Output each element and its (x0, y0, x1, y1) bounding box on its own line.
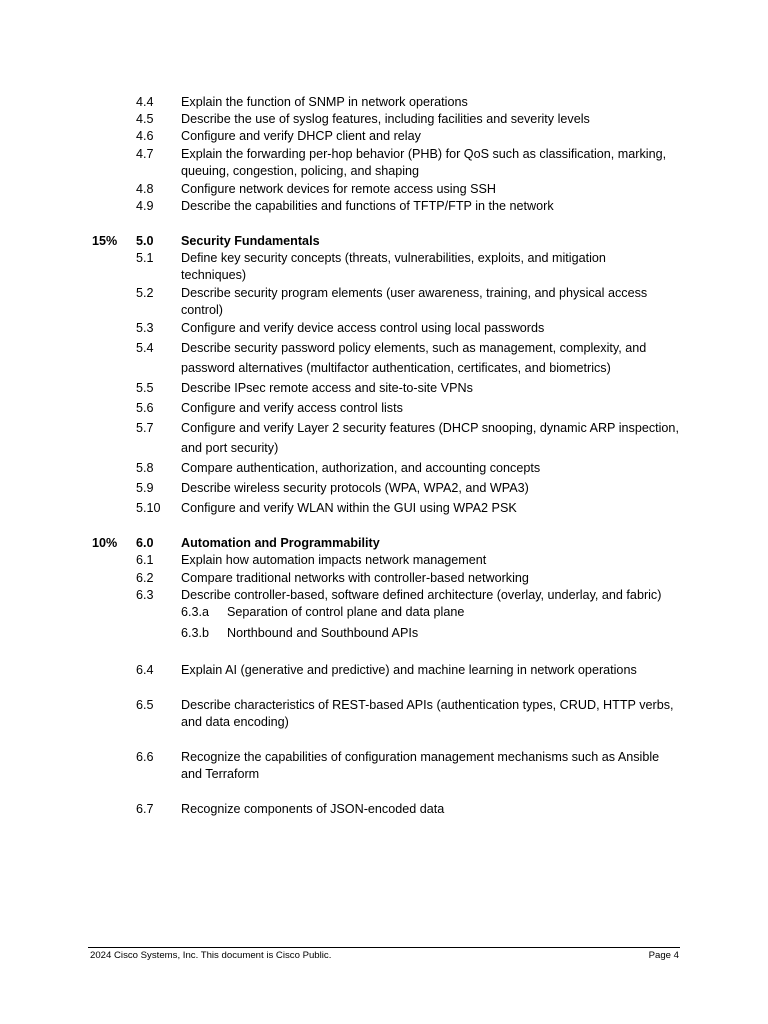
item-text-continued: and port security) (181, 441, 279, 455)
item-number: 6.7 (136, 802, 154, 816)
section-number: 6.0 (136, 536, 154, 550)
item-number: 6.6 (136, 750, 154, 764)
item-text: Describe controller-based, software defined architecture (overlay, underlay, and fabric) (181, 588, 662, 602)
item-number: 5.8 (136, 461, 154, 475)
item-text: Configure and verify access control lists (181, 401, 403, 415)
subitem-number: 6.3.b (181, 626, 210, 640)
item-number: 4.7 (136, 147, 154, 161)
item-text-continued: and Terraform (181, 767, 260, 781)
item-number: 5.6 (136, 401, 154, 415)
section-number: 5.0 (136, 234, 154, 248)
item-text: Compare traditional networks with controller-based networking (181, 571, 529, 585)
item-text: Explain the forwarding per-hop behavior (PHB) for QoS such as classification, marking, (181, 147, 667, 161)
subitem-text: Separation of control plane and data plane (227, 605, 465, 619)
footer-copyright: 2024 Cisco Systems, Inc. This document is Cisco Public. (90, 950, 332, 961)
item-number: 6.3 (136, 588, 154, 602)
item-text: Explain how automation impacts network management (181, 553, 487, 567)
item-text: Describe security password policy elements, such as management, complexity, and (181, 341, 647, 355)
section-title: Automation and Programmability (181, 536, 380, 550)
item-text: Describe the use of syslog features, including facilities and severity levels (181, 112, 590, 126)
subitem-number: 6.3.a (181, 605, 210, 619)
item-text: Configure and verify WLAN within the GUI using WPA2 PSK (181, 501, 517, 515)
item-text-continued: password alternatives (multifactor authentication, certificates, and biometrics) (181, 361, 611, 375)
subitem-text: Northbound and Southbound APIs (227, 626, 419, 640)
item-text: Describe the capabilities and functions of TFTP/FTP in the network (181, 199, 554, 213)
item-text-continued: and data encoding) (181, 715, 289, 729)
item-number: 5.5 (136, 381, 154, 395)
item-text: Configure network devices for remote access using SSH (181, 182, 496, 196)
item-number: 4.9 (136, 199, 154, 213)
item-text: Explain the function of SNMP in network operations (181, 95, 468, 109)
item-text: Compare authentication, authorization, and accounting concepts (181, 461, 541, 475)
item-text-continued: techniques) (181, 268, 247, 282)
item-text: Configure and verify DHCP client and relay (181, 129, 421, 143)
item-text: Configure and verify device access control using local passwords (181, 321, 545, 335)
footer-page-number: Page 4 (648, 950, 679, 961)
item-text: Define key security concepts (threats, vulnerabilities, exploits, and mitigation (181, 251, 606, 265)
section-title: Security Fundamentals (181, 234, 320, 248)
item-text: Explain AI (generative and predictive) and machine learning in network operations (181, 663, 637, 677)
item-text-continued: control) (181, 303, 223, 317)
item-text: Describe security program elements (user awareness, training, and physical access (181, 286, 648, 300)
item-number: 4.5 (136, 112, 154, 126)
footer-divider (88, 947, 680, 948)
item-text: Recognize the capabilities of configuration management mechanisms such as Ansible (181, 750, 660, 764)
item-number: 5.9 (136, 481, 154, 495)
item-number: 4.8 (136, 182, 154, 196)
section-weight: 10% (92, 536, 118, 550)
item-text: Recognize components of JSON-encoded data (181, 802, 445, 816)
item-number: 5.3 (136, 321, 154, 335)
item-number: 4.4 (136, 95, 154, 109)
item-number: 4.6 (136, 129, 154, 143)
item-number: 5.2 (136, 286, 154, 300)
item-number: 6.5 (136, 698, 154, 712)
item-number: 6.2 (136, 571, 154, 585)
item-number: 5.1 (136, 251, 154, 265)
item-text-continued: queuing, congestion, policing, and shaping (181, 164, 420, 178)
item-number: 5.7 (136, 421, 154, 435)
item-text: Describe characteristics of REST-based APIs (authentication types, CRUD, HTTP verbs, (181, 698, 674, 712)
section-weight: 15% (92, 234, 118, 248)
item-number: 5.4 (136, 341, 154, 355)
item-text: Configure and verify Layer 2 security features (DHCP snooping, dynamic ARP inspection, (181, 421, 679, 435)
item-text: Describe wireless security protocols (WPA, WPA2, and WPA3) (181, 481, 529, 495)
item-number: 6.1 (136, 553, 154, 567)
item-number: 5.10 (136, 501, 161, 515)
item-number: 6.4 (136, 663, 154, 677)
item-text: Describe IPsec remote access and site-to-site VPNs (181, 381, 473, 395)
